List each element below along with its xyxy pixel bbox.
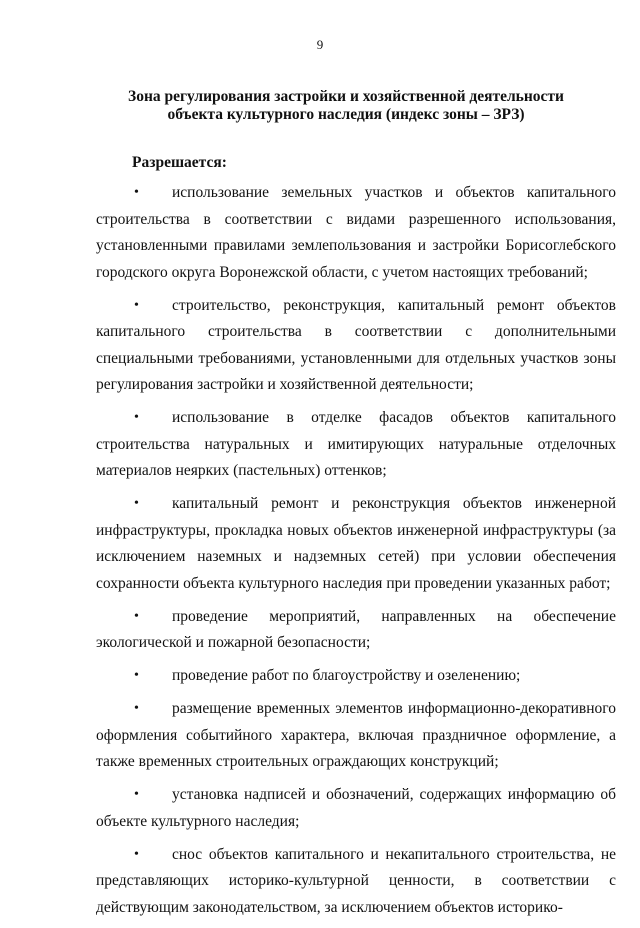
list-item bbox=[96, 842, 616, 922]
allowed-section-label: Разрешается: bbox=[132, 154, 227, 171]
list-item bbox=[96, 180, 616, 286]
list-item-text: установка надписей и обозначений, содержащих информацию об объекте культурного наследия; bbox=[96, 786, 616, 830]
bullet-icon: • bbox=[134, 668, 139, 683]
list-item-text: проведение работ по благоустройству и озеленению; bbox=[172, 667, 521, 684]
list-item-text: капитальный ремонт и реконструкция объектов инженерной инфраструктуры, прокладка новых объектов инженерной инфраструктуры (за исключением наземных и надземных сетей) при условии обеспечения сохранности объекта культурного наследия при проведении указанных работ; bbox=[96, 495, 616, 592]
bullet-icon: • bbox=[134, 410, 139, 425]
bullet-icon: • bbox=[134, 701, 139, 716]
list-item-text: использование земельных участков и объектов капитального строительства в соответствии с видами разрешенного использования, установленными правилами землепользования и застройки Борисоглебского городского округа Воронежской области, с учетом настоящих требований; bbox=[96, 184, 616, 281]
page-number: 9 bbox=[316, 37, 324, 52]
list-item-text: строительство, реконструкция, капитальный ремонт объектов капитального строительства в соответствии с дополнительными специальными требованиями, установленными для отдельных участков зоны регулирования застройки и хозяйственной деятельности; bbox=[96, 296, 616, 393]
list-item bbox=[96, 604, 616, 657]
allowed-items-list bbox=[96, 180, 616, 928]
list-item bbox=[96, 491, 616, 597]
list-item-text: проведение мероприятий, направленных на обеспечение экологической и пожарной безопасности; bbox=[96, 607, 616, 651]
list-item-text: использование в отделке фасадов объектов капитального строительства натуральных и имитирующих натуральные отделочных материалов неярких (пастельных) оттенков; bbox=[96, 409, 616, 479]
list-item-text: снос объектов капитального и некапитального строительства, не представляющих историко-культурной ценности, в соответствии с действующим законодательством, за исключением объектов историко- bbox=[96, 845, 616, 916]
list-item-text: размещение временных элементов информационно-декоративного оформления событийного характера, включая праздничное оформление, а также временных строительных ограждающих конструкций; bbox=[96, 700, 616, 770]
bullet-icon: • bbox=[134, 846, 139, 862]
list-item bbox=[96, 782, 616, 835]
heading-line-2: объекта культурного наследия (индекс зоны – ЗРЗ) bbox=[167, 106, 525, 123]
bullet-icon: • bbox=[134, 608, 139, 624]
zone-heading bbox=[96, 88, 596, 124]
bullet-icon: • bbox=[134, 787, 139, 802]
list-item bbox=[96, 696, 616, 776]
list-item bbox=[96, 293, 616, 399]
heading-line-1: Зона регулирования застройки и хозяйственной деятельности bbox=[128, 88, 564, 105]
bullet-icon: • bbox=[134, 297, 139, 313]
bullet-icon: • bbox=[134, 496, 139, 511]
bullet-icon: • bbox=[134, 185, 139, 200]
list-item bbox=[96, 663, 616, 690]
list-item bbox=[96, 405, 616, 485]
